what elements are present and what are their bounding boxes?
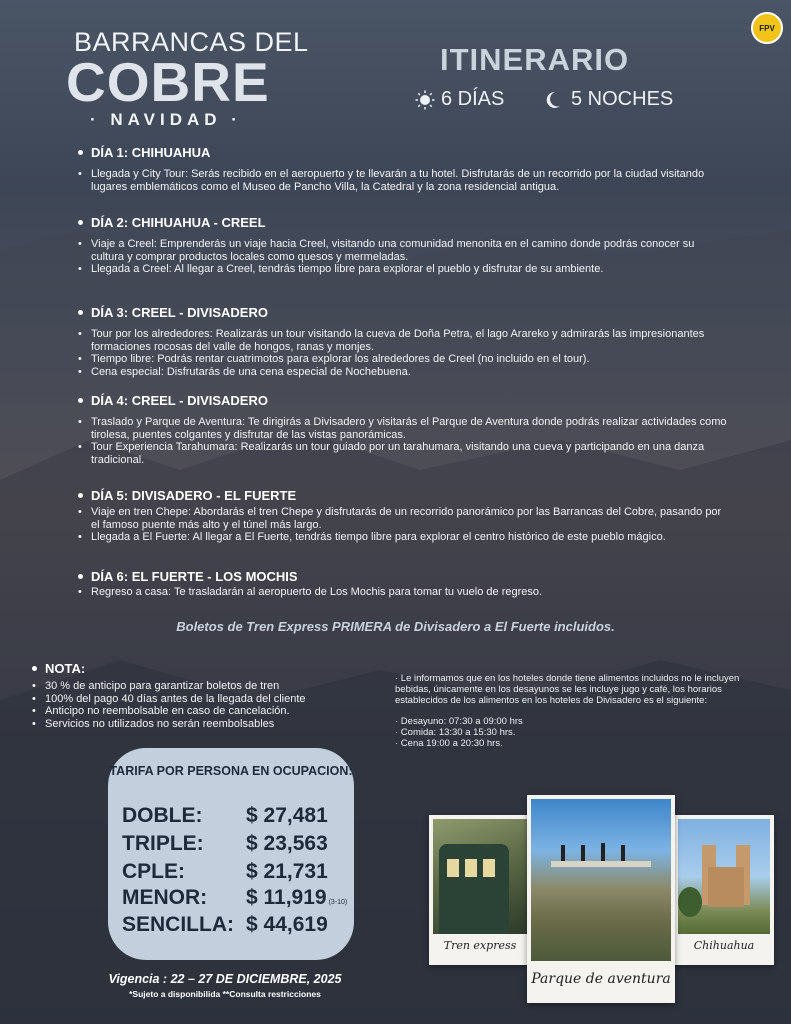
meal-info <box>395 673 770 749</box>
brand-title: COBRE <box>66 51 270 113</box>
moon-icon <box>545 91 561 109</box>
train-photo <box>433 819 527 934</box>
day-heading: DÍA 2: CHIHUAHUA - CREEL <box>78 215 728 230</box>
photo-card-train <box>429 815 531 965</box>
nights-count <box>545 88 673 111</box>
day-heading: DÍA 5: DIVISADERO - EL FUERTE <box>78 488 728 503</box>
list-item: • Servicios no utilizados no serán reembolsables <box>32 718 382 731</box>
nights-label: 5 NOCHES <box>571 88 674 110</box>
price-row: TRIPLE: $ 23,563 <box>122 832 328 855</box>
disclaimer: *Sujeto a disponibilida **Consulta restricciones <box>129 989 321 999</box>
price-card-title: TARIFA POR PERSONA EN OCUPACION: <box>109 764 353 778</box>
list-item: • Llegada a Creel: Al llegar a Creel, tendrás tiempo libre para explorar el pueblo y disfrutar de su ambiente. <box>78 263 728 276</box>
meal-schedule <box>395 716 770 749</box>
price-row: DOBLE: $ 27,481 <box>122 804 328 827</box>
brand-subtitle: · NAVIDAD · <box>90 110 242 129</box>
list-item: • Viaje en tren Chepe: Abordarás el tren Chepe y disfrutarás de un recorrido panorámico por las Barrancas del Cobre, pasando por el famoso puente más alto y el túnel más largo. <box>78 506 728 531</box>
validity-dates: Vigencia : 22 – 27 DE DICIEMBRE, 2025 <box>108 972 342 986</box>
list-item: • Cena especial: Disfrutarás de una cena especial de Nochebuena. <box>78 366 728 379</box>
day-heading: DÍA 4: CREEL - DIVISADERO <box>78 393 728 408</box>
list-item: • 30 % de anticipo para garantizar boletos de tren <box>32 680 382 693</box>
list-item: • Anticipo no reembolsable en caso de cancelación. <box>32 705 382 718</box>
day-section-4 <box>78 393 728 466</box>
fpv-logo: FPV <box>751 12 783 44</box>
days-label: 6 DÍAS <box>441 88 505 110</box>
list-item: • Tour Experiencia Tarahumara: Realizarás un tour guiado por un tarahumara, visitando una cueva y participando en una danza tradicional. <box>78 441 728 466</box>
schedule-item: · Comida: 13:30 a 15:30 hrs. <box>395 727 516 738</box>
price-row: MENOR: $ 11,919 (3-10) <box>122 886 348 909</box>
day-heading: DÍA 1: CHIHUAHUA <box>78 145 728 160</box>
photo-caption: Chihuahua <box>693 939 755 952</box>
day-section-6 <box>78 569 728 599</box>
day-heading: DÍA 6: EL FUERTE - LOS MOCHIS <box>78 569 728 584</box>
nota-list <box>32 680 382 730</box>
day-items <box>78 506 728 544</box>
photo-caption: Parque de aventura <box>531 971 671 987</box>
day-section-3 <box>78 305 728 378</box>
list-item: • Viaje a Creel: Emprenderás un viaje hacia Creel, visitando una comunidad menonita en el camino donde podrás conocer su cultura y comprar productos locales como quesos y mermeladas. <box>78 238 728 263</box>
adventure-park-photo <box>531 799 671 961</box>
day-section-1 <box>78 145 728 193</box>
photo-card-chihuahua <box>674 815 774 965</box>
brand-line-1: BARRANCAS DEL <box>74 27 309 57</box>
list-item: • 100% del pago 40 días antes de la llegada del cliente <box>32 693 382 706</box>
day-section-2 <box>78 215 728 276</box>
nota-heading: NOTA: <box>32 661 85 676</box>
photo-card-parque <box>527 795 675 1003</box>
list-item: • Traslado y Parque de Aventura: Te dirigirás a Divisadero y visitarás el Parque de Aventura donde podrás realizar actividades como tirolesa, puentes colgantes y disfrutar de las vistas panorámicas. <box>78 416 728 441</box>
days-count <box>415 88 504 111</box>
price-row: SENCILLA: $ 44,619 <box>122 913 328 936</box>
list-item: • Tour por los alrededores: Realizarás un tour visitando la cueva de Doña Petra, el lago Arareko y admirarás las impresionantes formaciones rocosas del valle de hongos, ranas y monjes. <box>78 328 728 353</box>
photo-caption: Tren express <box>443 939 517 952</box>
meal-info-text: · Le informamos que en los hoteles donde tiene alimentos incluidos no le incluyen bebidas, únicamente en los desayunos se les incluye jugo y café, los horarios establecidos de los alimentos en los hoteles de Divisadero es el siguiente: <box>395 673 740 706</box>
day-items <box>78 416 728 466</box>
price-card <box>108 748 354 960</box>
price-row: CPLE: $ 21,731 <box>122 860 328 883</box>
day-items <box>78 168 728 193</box>
sun-icon <box>415 90 435 110</box>
day-items <box>78 586 728 599</box>
day-items <box>78 328 728 378</box>
age-note: (3-10) <box>328 899 348 906</box>
schedule-item: · Cena 19:00 a 20:30 hrs. <box>395 738 503 749</box>
day-section-5 <box>78 488 728 544</box>
list-item: • Tiempo libre: Podrás rentar cuatrimotos para explorar los alrededores de Creel (no incluido en el tour). <box>78 353 728 366</box>
day-heading: DÍA 3: CREEL - DIVISADERO <box>78 305 728 320</box>
list-item: • Llegada y City Tour: Serás recibido en el aeropuerto y te llevarán a tu hotel. Disfrutarás de un recorrido por la ciudad visitando lugares emblemáticos como el Museo de Pancho Villa, la Catedral y la zona residencial antigua. <box>78 168 728 193</box>
list-item: • Regreso a casa: Te trasladarán al aeropuerto de Los Mochis para tomar tu vuelo de regreso. <box>78 586 728 599</box>
list-item: • Llegada a El Fuerte: Al llegar a El Fuerte, tendrás tiempo libre para explorar el centro histórico de este pueblo mágico. <box>78 531 728 544</box>
train-tickets-note: Boletos de Tren Express PRIMERA de Divisadero a El Fuerte incluidos. <box>176 619 615 634</box>
day-items <box>78 238 728 276</box>
chihuahua-photo <box>678 819 770 934</box>
schedule-item: · Desayuno: 07:30 a 09:00 hrs <box>395 716 523 727</box>
itinerary-title: ITINERARIO <box>440 42 630 77</box>
